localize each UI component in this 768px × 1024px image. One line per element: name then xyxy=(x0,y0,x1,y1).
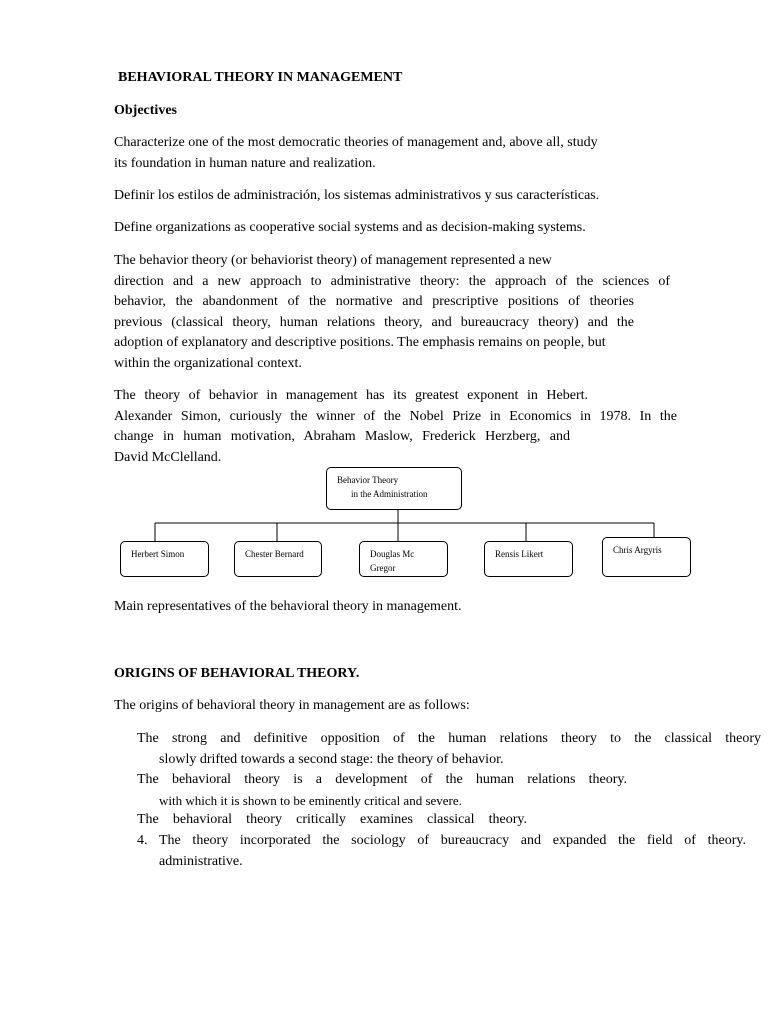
objectives-heading: Objectives xyxy=(114,103,177,118)
origins-heading: ORIGINS OF BEHAVIORAL THEORY. xyxy=(114,666,360,681)
document-title: BEHAVIORAL THEORY IN MANAGEMENT xyxy=(118,70,403,85)
diagram-node-label: Rensis Likert xyxy=(495,549,544,559)
diagram-node-chester-bernard xyxy=(234,541,322,577)
paragraph-line: change in human motivation, Abraham Maslow, Frederick Herzberg, and xyxy=(114,429,570,444)
objective-line: its foundation in human nature and realization. xyxy=(114,155,376,171)
origins-intro: The origins of behavioral theory in management are as follows: xyxy=(114,698,470,713)
paragraph-line: direction and a new approach to administrative theory: the approach of the sciences of xyxy=(114,273,670,289)
origins-list-item xyxy=(137,770,627,811)
objective-item xyxy=(114,133,598,174)
intro-paragraph xyxy=(114,251,670,374)
origins-list-item xyxy=(137,831,746,872)
origins-list-item xyxy=(137,810,527,831)
diagram-root-box xyxy=(326,467,462,510)
diagram-node-label: Douglas Mc xyxy=(370,549,415,559)
paragraph-line: The theory of behavior in management has its greatest exponent in Hebert. xyxy=(114,388,588,403)
diagram-node-label: Chris Argyris xyxy=(613,545,662,555)
objective-line: Define organizations as cooperative social systems and as decision-making systems. xyxy=(114,220,586,235)
exponent-paragraph xyxy=(114,386,677,468)
paragraph-line: Alexander Simon, curiously the winner of the Nobel Prize in Economics in 1978. In the xyxy=(114,408,677,424)
list-item-rest-line: administrative. xyxy=(159,853,243,869)
diagram-node-label: Chester Bernard xyxy=(245,549,304,559)
diagram-node-chris-argyris xyxy=(602,537,691,577)
diagram-caption: Main representatives of the behavioral theory in management. xyxy=(114,599,462,614)
objective-item xyxy=(114,218,586,239)
paragraph-line: behavior, the abandonment of the normative and prescriptive positions of theories xyxy=(114,294,634,309)
paragraph-line: adoption of explanatory and descriptive positions. The emphasis remains on people, but xyxy=(114,335,606,350)
list-item-first-line: The behavioral theory critically examines classical theory. xyxy=(137,812,527,827)
diagram-root-line1: Behavior Theory xyxy=(337,475,399,485)
diagram-node-herbert-simon xyxy=(120,541,209,577)
list-item-rest-line: with which it is shown to be eminently critical and severe. xyxy=(159,792,462,808)
list-item-first-line: 4. The theory incorporated the sociology of bureaucracy and expanded the field of theory. xyxy=(137,833,746,848)
paragraph-line: previous (classical theory, human relations theory, and bureaucracy theory) and the xyxy=(114,314,634,330)
objective-line: Definir los estilos de administración, los sistemas administrativos y sus características. xyxy=(114,188,600,203)
list-item-rest-line: slowly drifted towards a second stage: the theory of behavior. xyxy=(159,751,504,767)
objective-line: Characterize one of the most democratic theories of management and, above all, study xyxy=(114,135,598,150)
origins-list-item xyxy=(137,729,761,770)
list-item-first-line: The behavioral theory is a development of the human relations theory. xyxy=(137,772,627,787)
objective-item xyxy=(114,186,599,207)
diagram-node-label-2: Gregor xyxy=(370,563,396,573)
diagram-node-rensis-likert xyxy=(484,541,573,577)
diagram-root-line2: in the Administration xyxy=(351,489,428,499)
diagram-node-douglas-mcgregor xyxy=(359,541,448,577)
list-item-first-line: The strong and definitive opposition of the human relations theory to the classical theory xyxy=(137,731,761,746)
diagram-node-label: Herbert Simon xyxy=(131,549,185,559)
paragraph-line: David McClelland. xyxy=(114,449,222,465)
paragraph-line: The behavior theory (or behaviorist theory) of management represented a new xyxy=(114,253,552,268)
paragraph-line: within the organizational context. xyxy=(114,355,302,371)
